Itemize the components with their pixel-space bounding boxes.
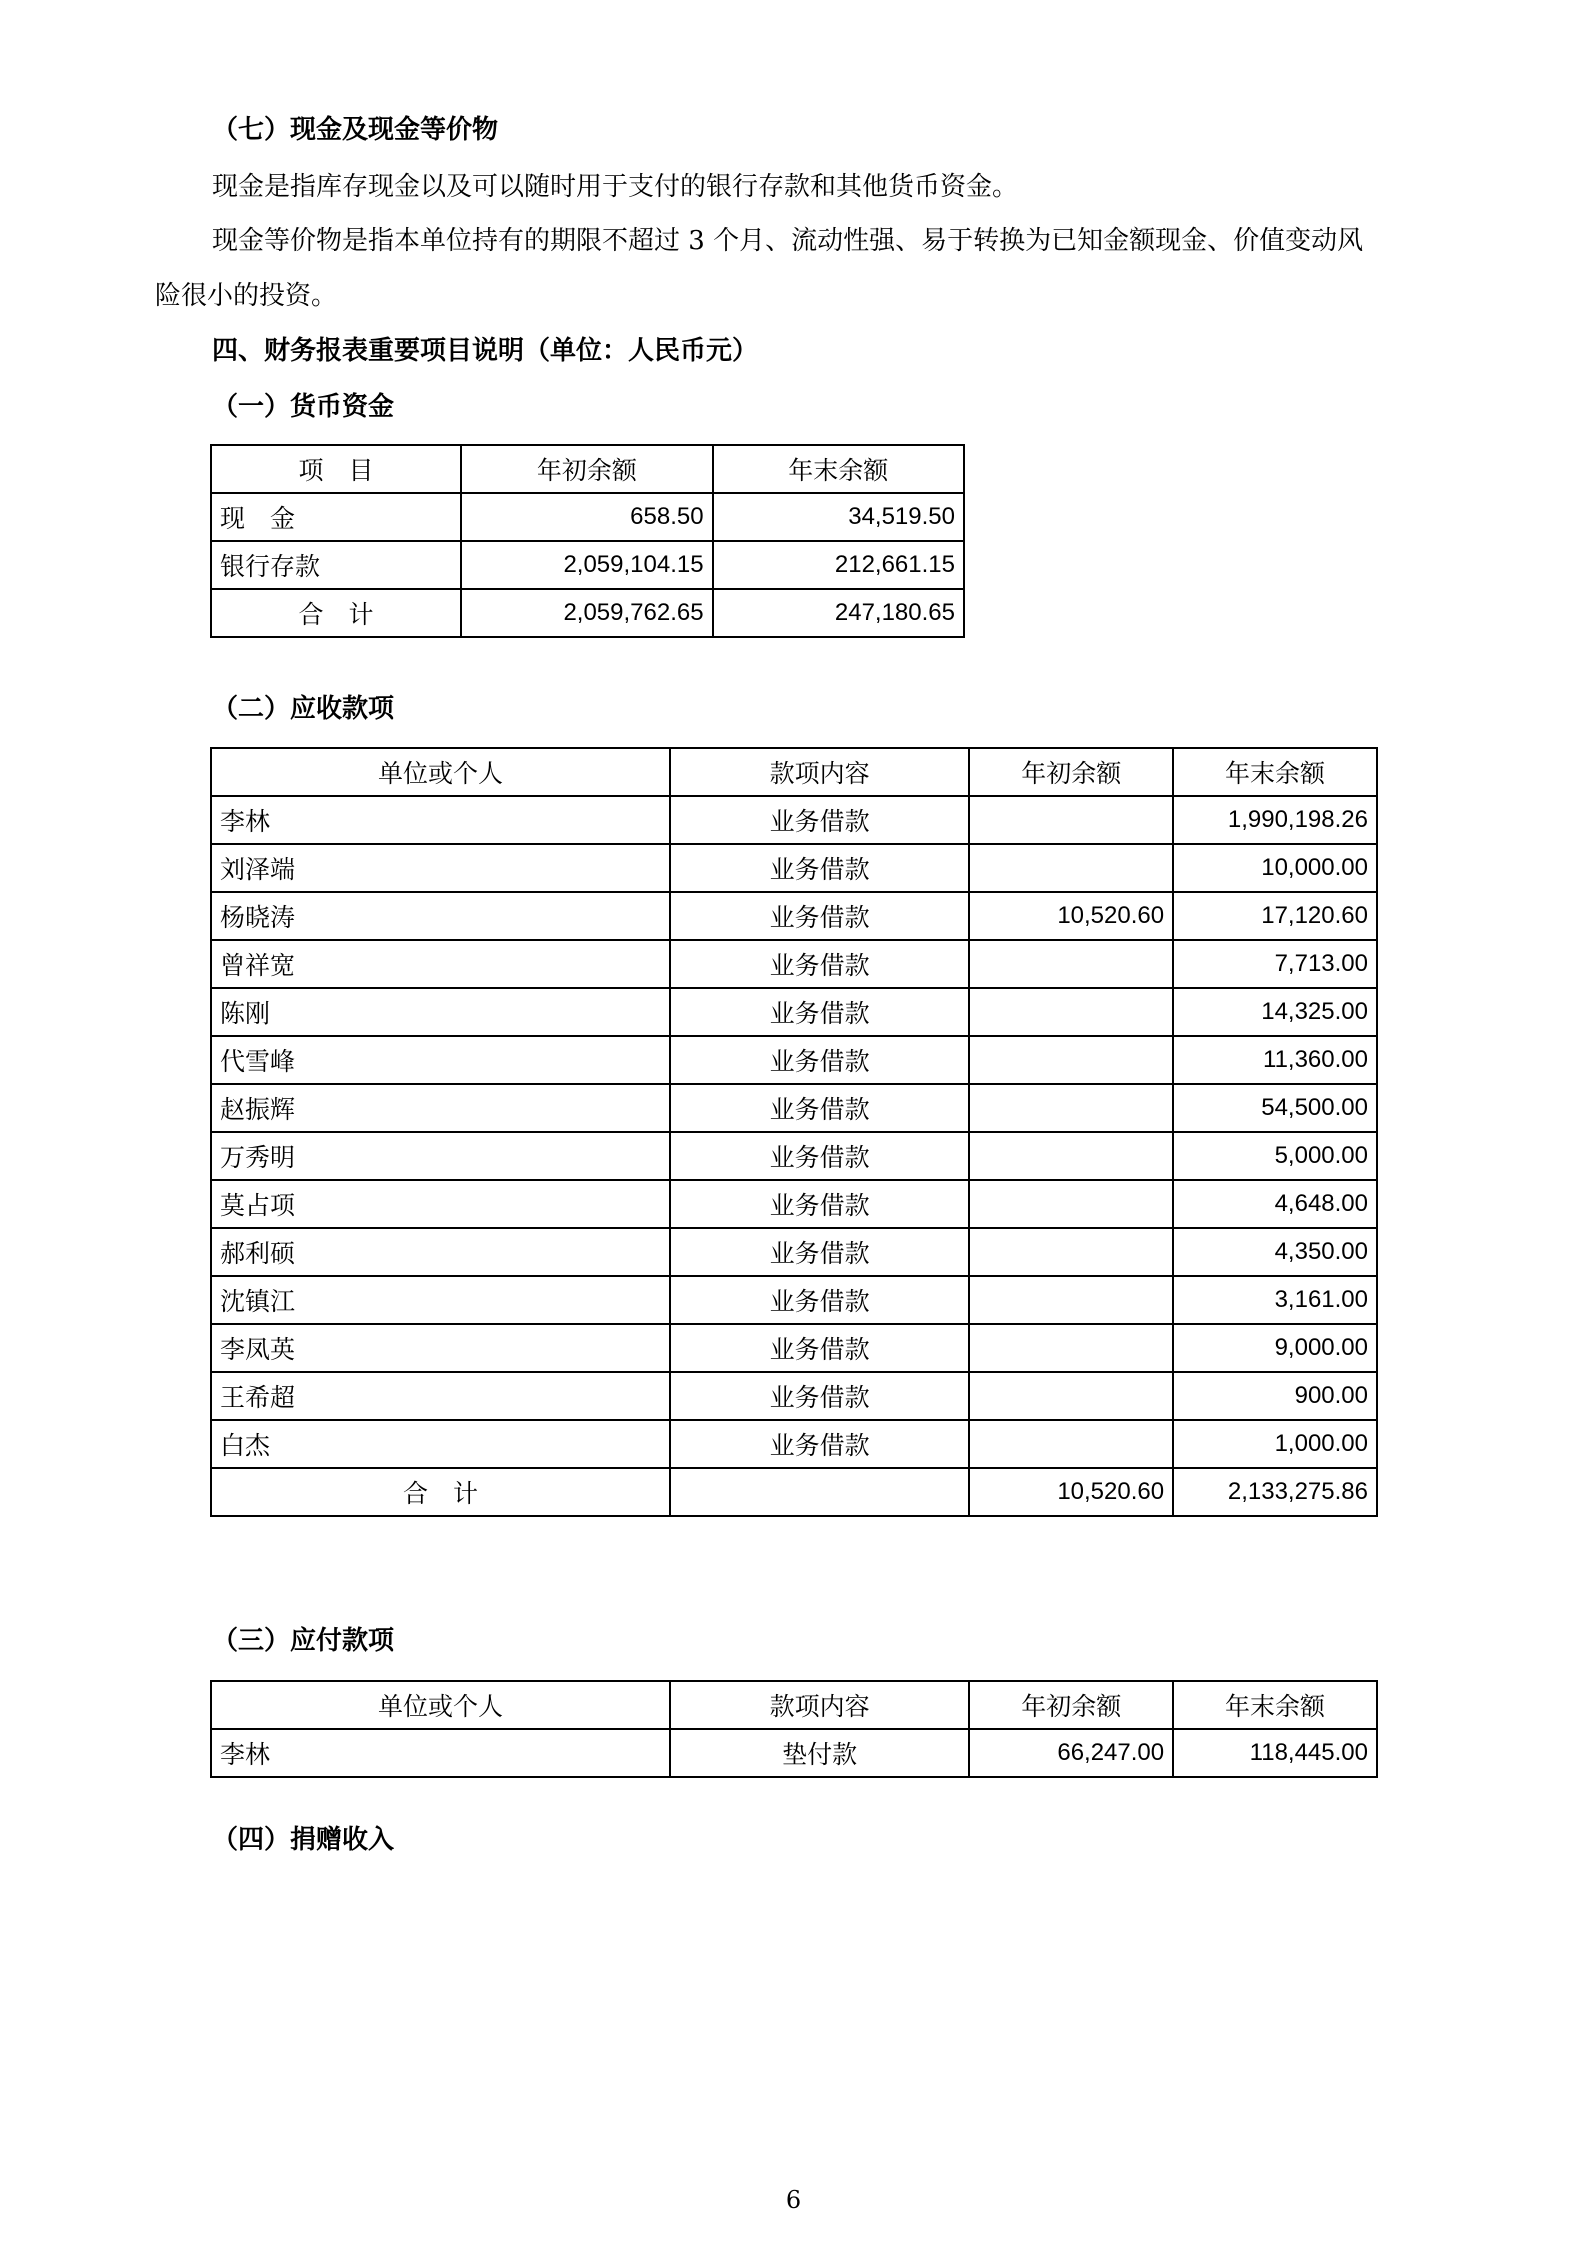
header-begin-balance: 年初余额 bbox=[461, 445, 713, 493]
header-begin-balance: 年初余额 bbox=[969, 748, 1173, 796]
table-row bbox=[211, 1132, 1377, 1180]
cell-end: 9,000.00 bbox=[1173, 1324, 1377, 1372]
cell-end: 900.00 bbox=[1173, 1372, 1377, 1420]
section-4-heading: 四、财务报表重要项目说明（单位：人民币元） bbox=[212, 336, 759, 366]
cell-end: 17,120.60 bbox=[1173, 892, 1377, 940]
cell-content: 业务借款 bbox=[670, 1132, 969, 1180]
cell-total-end: 2,133,275.86 bbox=[1173, 1468, 1377, 1516]
payables-heading: （三）应付款项 bbox=[212, 1626, 395, 1656]
cell-content: 业务借款 bbox=[670, 796, 969, 844]
table-row bbox=[211, 1420, 1377, 1468]
section-7-paragraph-1: 现金是指库存现金以及可以随时用于支付的银行存款和其他货币资金。 bbox=[212, 172, 1019, 202]
cell-total-end: 247,180.65 bbox=[713, 589, 964, 637]
cell-name: 赵振辉 bbox=[211, 1084, 670, 1132]
cash-table bbox=[210, 444, 965, 638]
cell-end: 11,360.00 bbox=[1173, 1036, 1377, 1084]
cell-name: 杨晓涛 bbox=[211, 892, 670, 940]
cell-begin bbox=[969, 1084, 1173, 1132]
header-content: 款项内容 bbox=[670, 748, 969, 796]
cell-end: 118,445.00 bbox=[1173, 1729, 1377, 1777]
cell-end: 4,350.00 bbox=[1173, 1228, 1377, 1276]
header-end-balance: 年末余额 bbox=[1173, 1681, 1377, 1729]
cell-end: 1,000.00 bbox=[1173, 1420, 1377, 1468]
section-7-paragraph-2-line-2: 险很小的投资。 bbox=[155, 281, 338, 311]
table-row bbox=[211, 1276, 1377, 1324]
section-7-heading: （七）现金及现金等价物 bbox=[212, 115, 499, 145]
cell-end: 212,661.15 bbox=[713, 541, 964, 589]
cell-content: 业务借款 bbox=[670, 1228, 969, 1276]
receivables-heading: （二）应收款项 bbox=[212, 694, 395, 724]
cell-end: 10,000.00 bbox=[1173, 844, 1377, 892]
table-row bbox=[211, 1084, 1377, 1132]
cell-end: 14,325.00 bbox=[1173, 988, 1377, 1036]
cell-begin bbox=[969, 1180, 1173, 1228]
cell-content: 业务借款 bbox=[670, 988, 969, 1036]
cell-name: 万秀明 bbox=[211, 1132, 670, 1180]
cell-name: 李林 bbox=[211, 796, 670, 844]
table-total-row bbox=[211, 589, 964, 637]
cell-begin: 658.50 bbox=[461, 493, 713, 541]
cell-total-label: 合 计 bbox=[211, 1468, 670, 1516]
cell-end: 5,000.00 bbox=[1173, 1132, 1377, 1180]
receivables-table bbox=[210, 747, 1378, 1517]
table-header-row bbox=[211, 748, 1377, 796]
table-row bbox=[211, 1228, 1377, 1276]
header-content: 款项内容 bbox=[670, 1681, 969, 1729]
cell-content: 业务借款 bbox=[670, 1372, 969, 1420]
table-row bbox=[211, 1729, 1377, 1777]
cell-name: 曾祥宽 bbox=[211, 940, 670, 988]
cell-item: 现 金 bbox=[211, 493, 461, 541]
cell-name: 王希超 bbox=[211, 1372, 670, 1420]
cell-begin bbox=[969, 1420, 1173, 1468]
cell-total-begin: 10,520.60 bbox=[969, 1468, 1173, 1516]
cell-content: 业务借款 bbox=[670, 1036, 969, 1084]
table-row bbox=[211, 940, 1377, 988]
cell-begin bbox=[969, 844, 1173, 892]
cell-content: 业务借款 bbox=[670, 1276, 969, 1324]
table-row bbox=[211, 1036, 1377, 1084]
table-row bbox=[211, 1372, 1377, 1420]
cell-content: 业务借款 bbox=[670, 1324, 969, 1372]
cell-end: 4,648.00 bbox=[1173, 1180, 1377, 1228]
cell-content: 业务借款 bbox=[670, 940, 969, 988]
header-end-balance: 年末余额 bbox=[1173, 748, 1377, 796]
cell-begin bbox=[969, 1132, 1173, 1180]
cell-name: 郝利硕 bbox=[211, 1228, 670, 1276]
table-row bbox=[211, 796, 1377, 844]
header-name: 单位或个人 bbox=[211, 1681, 670, 1729]
table-header-row bbox=[211, 1681, 1377, 1729]
table-row bbox=[211, 1180, 1377, 1228]
cash-heading: （一）货币资金 bbox=[212, 392, 395, 422]
cell-content: 业务借款 bbox=[670, 892, 969, 940]
donation-income-heading: （四）捐赠收入 bbox=[212, 1825, 395, 1855]
cell-name: 莫占项 bbox=[211, 1180, 670, 1228]
cell-begin bbox=[969, 1276, 1173, 1324]
section-7-paragraph-2-line-1: 现金等价物是指本单位持有的期限不超过 3 个月、流动性强、易于转换为已知金额现金、价值变动风 bbox=[212, 226, 1364, 256]
cell-name: 刘泽端 bbox=[211, 844, 670, 892]
cell-total-content bbox=[670, 1468, 969, 1516]
page-number: 6 bbox=[785, 2186, 802, 2214]
cell-name: 代雪峰 bbox=[211, 1036, 670, 1084]
cell-total-begin: 2,059,762.65 bbox=[461, 589, 713, 637]
cell-begin bbox=[969, 988, 1173, 1036]
cell-name: 陈刚 bbox=[211, 988, 670, 1036]
cell-item: 银行存款 bbox=[211, 541, 461, 589]
cell-total-label: 合 计 bbox=[211, 589, 461, 637]
cell-begin: 10,520.60 bbox=[969, 892, 1173, 940]
cell-name: 李林 bbox=[211, 1729, 670, 1777]
cell-end: 3,161.00 bbox=[1173, 1276, 1377, 1324]
cell-begin bbox=[969, 1036, 1173, 1084]
cell-end: 7,713.00 bbox=[1173, 940, 1377, 988]
cell-content: 业务借款 bbox=[670, 1420, 969, 1468]
cell-begin bbox=[969, 1228, 1173, 1276]
cell-end: 54,500.00 bbox=[1173, 1084, 1377, 1132]
payables-table bbox=[210, 1680, 1378, 1778]
cell-begin bbox=[969, 1372, 1173, 1420]
table-row bbox=[211, 541, 964, 589]
cell-begin: 66,247.00 bbox=[969, 1729, 1173, 1777]
cell-name: 李凤英 bbox=[211, 1324, 670, 1372]
table-row bbox=[211, 1324, 1377, 1372]
table-row bbox=[211, 892, 1377, 940]
cell-content: 垫付款 bbox=[670, 1729, 969, 1777]
table-row bbox=[211, 988, 1377, 1036]
header-end-balance: 年末余额 bbox=[713, 445, 964, 493]
cell-end: 34,519.50 bbox=[713, 493, 964, 541]
table-row bbox=[211, 493, 964, 541]
table-total-row bbox=[211, 1468, 1377, 1516]
cell-name: 白杰 bbox=[211, 1420, 670, 1468]
cell-content: 业务借款 bbox=[670, 1084, 969, 1132]
header-item: 项 目 bbox=[211, 445, 461, 493]
header-begin-balance: 年初余额 bbox=[969, 1681, 1173, 1729]
cell-begin bbox=[969, 1324, 1173, 1372]
cell-content: 业务借款 bbox=[670, 844, 969, 892]
cell-begin bbox=[969, 796, 1173, 844]
cell-end: 1,990,198.26 bbox=[1173, 796, 1377, 844]
header-name: 单位或个人 bbox=[211, 748, 670, 796]
table-header-row bbox=[211, 445, 964, 493]
cell-content: 业务借款 bbox=[670, 1180, 969, 1228]
table-row bbox=[211, 844, 1377, 892]
cell-begin bbox=[969, 940, 1173, 988]
cell-name: 沈镇江 bbox=[211, 1276, 670, 1324]
cell-begin: 2,059,104.15 bbox=[461, 541, 713, 589]
